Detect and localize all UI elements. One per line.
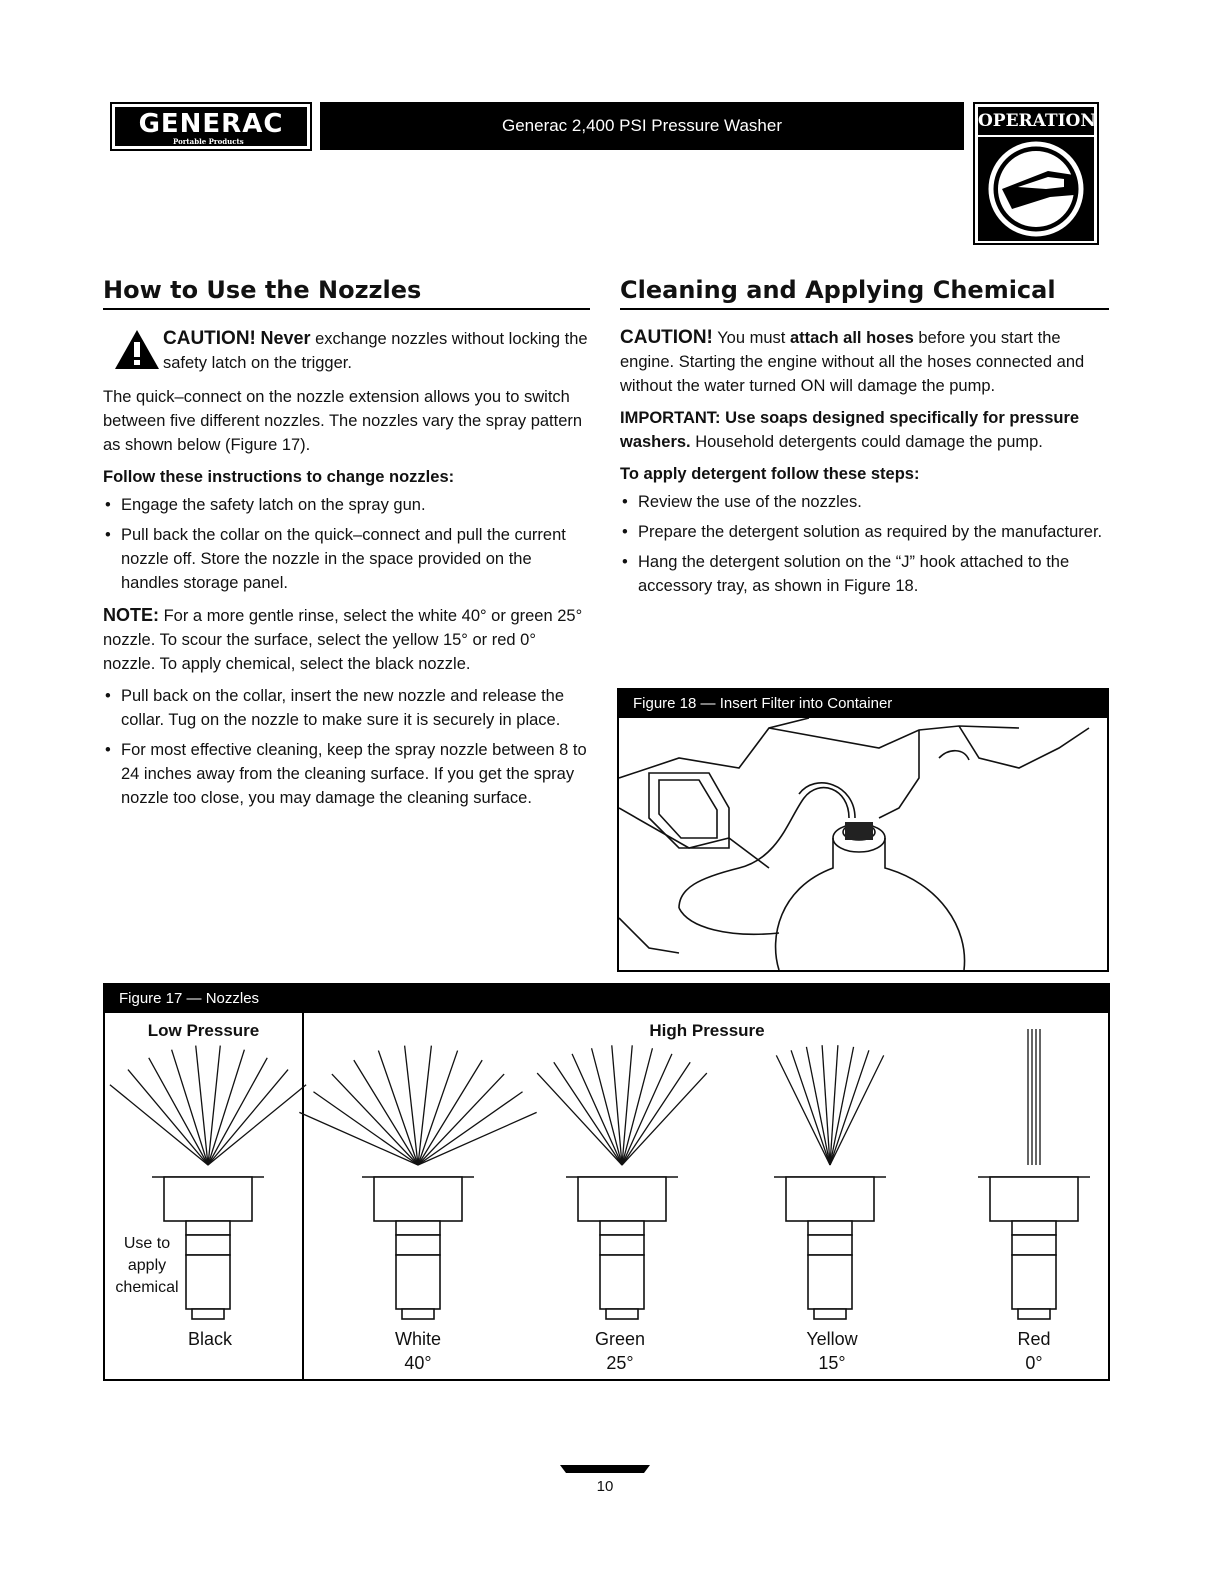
right-column	[620, 326, 1109, 606]
spray-pattern	[1028, 1029, 1040, 1165]
detergent-steps-list	[620, 490, 1109, 598]
nozzle-black	[110, 1046, 306, 1319]
nozzle-color: Black	[187, 1329, 232, 1349]
chemical-heading: Cleaning and Applying Chemical	[620, 276, 1109, 310]
nozzle-angle: 15°	[818, 1353, 846, 1373]
use-to-apply-line: chemical	[115, 1279, 179, 1296]
spray-pattern	[776, 1045, 883, 1165]
nozzle-color: Yellow	[806, 1329, 858, 1349]
intro-paragraph: The quick–connect on the nozzle extension allows you to switch between five different nozzles. The nozzles vary the spray pattern as shown below (Figure 17).	[103, 388, 583, 454]
page-number-bar	[560, 1465, 650, 1473]
page-number: 10	[596, 1478, 614, 1495]
detergent-steps-heading: To apply detergent follow these steps:	[620, 465, 920, 483]
logo-text: GENERAC	[138, 109, 284, 139]
caution-text: exchange nozzles without locking the safety latch on the trigger.	[163, 330, 588, 372]
nozzle-color: Green	[594, 1329, 646, 1349]
instructions-heading: Follow these instructions to change nozzles:	[103, 468, 455, 486]
nozzle-green-label	[560, 1327, 680, 1375]
caution-post: before you start the engine. Starting the engine without all the hoses connected and without the water turned ON will damage the pump.	[620, 329, 1085, 395]
high-pressure-label: High Pressure	[649, 1021, 765, 1040]
low-pressure-label: Low Pressure	[147, 1021, 260, 1040]
nozzle-angle: 0°	[1025, 1353, 1043, 1373]
use-to-apply-line: Use to	[123, 1235, 171, 1252]
nozzle-white	[299, 1046, 536, 1319]
left-column	[103, 326, 590, 818]
nozzle-body	[774, 1177, 886, 1319]
list-item: • For most effective cleaning, keep the spray nozzle between 8 to 24 inches away from the cleaning surface. If you get the spray nozzle too close, you may damage the cleaning surface.	[103, 738, 590, 810]
nozzle-black-label	[150, 1327, 270, 1351]
list-item: • Pull back on the collar, insert the new nozzle and release the collar. Tug on the nozzle to make sure it is securely in place.	[103, 684, 590, 732]
caution-never: Never	[260, 328, 311, 348]
logo-subtitle: Portable Products	[173, 137, 244, 146]
caution-pre: You must	[717, 329, 786, 347]
nozzles-diagram	[105, 985, 1108, 1379]
document-title-bar	[320, 102, 964, 150]
steps-list-a	[103, 493, 590, 595]
operation-label: OPERATION	[978, 107, 1094, 135]
note-label: NOTE:	[103, 605, 159, 625]
nozzle-yellow	[774, 1045, 886, 1319]
caution-label: CAUTION!	[620, 327, 713, 348]
document-title: Generac 2,400 PSI Pressure Washer	[501, 116, 782, 135]
figure-17	[103, 983, 1110, 1381]
important-bold: IMPORTANT: Use soaps designed specifically for pressure washers.	[620, 409, 1080, 451]
caution-label: CAUTION!	[163, 328, 256, 349]
steps-list-b	[103, 684, 590, 810]
caution-bold: attach all hoses	[789, 329, 914, 347]
nozzle-red	[978, 1029, 1090, 1319]
figure-18	[617, 688, 1109, 972]
list-item: • Engage the safety latch on the spray gun.	[103, 493, 590, 517]
use-to-apply-line: apply	[127, 1257, 167, 1274]
list-item: • Pull back the collar on the quick–connect and pull the current nozzle off. Store the nozzle in the space provided on the handles storage panel.	[103, 523, 590, 595]
nozzle-white-label	[358, 1327, 478, 1375]
operation-badge	[973, 102, 1099, 245]
note-paragraph	[103, 603, 590, 676]
list-item: • Prepare the detergent solution as required by the manufacturer.	[620, 520, 1109, 544]
important-text: Household detergents could damage the pump.	[695, 433, 1043, 451]
figure-18-caption: Figure 18 — Insert Filter into Container	[619, 690, 1107, 718]
important-paragraph	[620, 406, 1109, 454]
spray-pattern	[537, 1045, 707, 1165]
spray-nozzle-icon	[978, 137, 1094, 241]
filter-container-illustration	[619, 718, 1107, 970]
nozzle-red-label	[974, 1327, 1094, 1375]
nozzle-body	[152, 1177, 264, 1319]
nozzle-color: White	[394, 1329, 441, 1349]
nozzle-color: Red	[1017, 1329, 1051, 1349]
caution-hoses	[620, 326, 1109, 398]
nozzle-angle: 40°	[404, 1353, 432, 1373]
nozzle-green	[537, 1045, 707, 1319]
nozzle-body	[978, 1177, 1090, 1319]
caution-nozzles	[103, 326, 590, 375]
nozzles-heading: How to Use the Nozzles	[103, 276, 590, 310]
nozzle-body	[362, 1177, 474, 1319]
nozzle-yellow-label	[772, 1327, 892, 1375]
list-item: • Hang the detergent solution on the “J” hook attached to the accessory tray, as shown in Figure 18.	[620, 550, 1109, 598]
spray-pattern	[110, 1046, 306, 1165]
spray-pattern	[299, 1046, 536, 1165]
generac-logo	[110, 102, 312, 151]
figure-17-caption: Figure 17 — Nozzles	[105, 985, 1108, 1013]
nozzle-angle: 25°	[606, 1353, 634, 1373]
note-text: For a more gentle rinse, select the white 40° or green 25° nozzle. To scour the surface, select the yellow 15° or red 0° nozzle. To apply chemical, select the black nozzle.	[103, 607, 583, 673]
nozzle-body	[566, 1177, 678, 1319]
list-item: • Review the use of the nozzles.	[620, 490, 1109, 514]
